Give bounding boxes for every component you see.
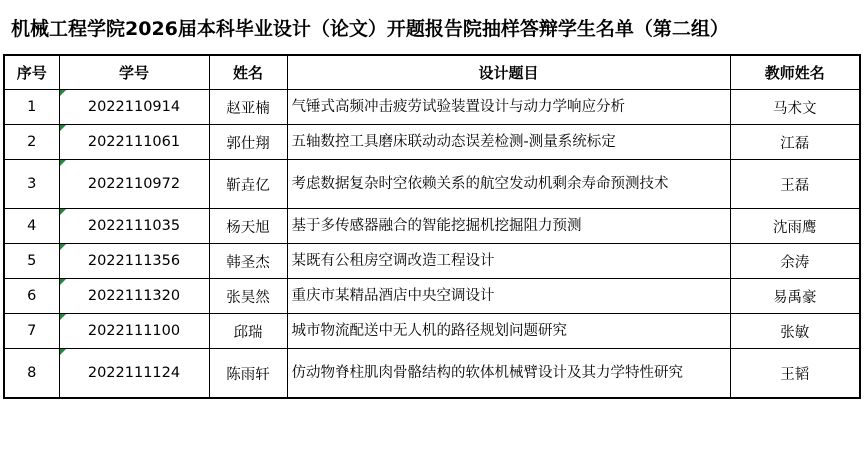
column-header-student-id[interactable]: 学号 [59,55,209,90]
cell-name[interactable]: 韩圣杰 [209,244,287,279]
cell-advisor[interactable]: 王磊 [730,160,860,209]
cell-student-id[interactable] [59,279,209,314]
table-row [4,90,860,125]
error-flag-icon [60,314,66,320]
column-header-advisor[interactable]: 教师姓名 [730,55,860,90]
table-row [4,125,860,160]
cell-student-id[interactable] [59,244,209,279]
cell-name[interactable]: 杨天旭 [209,209,287,244]
cell-name[interactable]: 邱瑞 [209,314,287,349]
cell-student-id[interactable] [59,125,209,160]
cell-name[interactable]: 靳垚亿 [209,160,287,209]
table-row [4,279,860,314]
page-title: 机械工程学院2026届本科毕业设计（论文）开题报告院抽样答辩学生名单（第二组） [11,18,729,40]
student-id-text: 2022110914 [87,99,181,115]
cell-topic[interactable]: 仿动物脊柱肌肉骨骼结构的软体机械臂设计及其力学特性研究 [287,349,730,399]
cell-student-id[interactable] [59,349,209,399]
cell-topic[interactable]: 考虑数据复杂时空依赖关系的航空发动机剩余寿命预测技术 [287,160,730,209]
cell-topic[interactable]: 气锤式高频冲击疲劳试验装置设计与动力学响应分析 [287,90,730,125]
student-id-text: 2022111035 [87,218,181,234]
cell-topic[interactable]: 城市物流配送中无人机的路径规划问题研究 [287,314,730,349]
cell-name[interactable]: 赵亚楠 [209,90,287,125]
cell-advisor[interactable]: 易禹豪 [730,279,860,314]
student-list-table [3,54,861,399]
cell-name[interactable]: 陈雨轩 [209,349,287,399]
cell-topic[interactable]: 某既有公租房空调改造工程设计 [287,244,730,279]
cell-student-id[interactable] [59,314,209,349]
cell-index[interactable]: 3 [4,160,59,209]
table-row [4,209,860,244]
table-row [4,349,860,399]
cell-advisor[interactable]: 江磊 [730,125,860,160]
cell-name[interactable]: 郭仕翔 [209,125,287,160]
cell-advisor[interactable]: 余涛 [730,244,860,279]
column-header-index[interactable]: 序号 [4,55,59,90]
cell-topic[interactable]: 基于多传感器融合的智能挖掘机挖掘阻力预测 [287,209,730,244]
error-flag-icon [60,209,66,215]
cell-student-id[interactable] [59,90,209,125]
table-row [4,244,860,279]
student-id-text: 2022111356 [87,253,181,269]
student-id-text: 2022111124 [87,365,181,381]
table-header-row [4,55,860,90]
cell-name[interactable]: 张昊然 [209,279,287,314]
cell-topic[interactable]: 五轴数控工具磨床联动动态误差检测-测量系统标定 [287,125,730,160]
column-header-topic[interactable]: 设计题目 [287,55,730,90]
error-flag-icon [60,244,66,250]
student-id-text: 2022111100 [87,323,181,339]
spreadsheet-sheet [3,4,859,399]
error-flag-icon [60,160,66,166]
cell-student-id[interactable] [59,160,209,209]
cell-index[interactable]: 6 [4,279,59,314]
column-header-name[interactable]: 姓名 [209,55,287,90]
error-flag-icon [60,279,66,285]
cell-index[interactable]: 7 [4,314,59,349]
table-row [4,160,860,209]
error-flag-icon [60,90,66,96]
cell-advisor[interactable]: 张敏 [730,314,860,349]
cell-advisor[interactable]: 沈雨鹰 [730,209,860,244]
student-id-text: 2022111061 [87,134,181,150]
cell-topic[interactable]: 重庆市某精品酒店中央空调设计 [287,279,730,314]
cell-index[interactable]: 8 [4,349,59,399]
error-flag-icon [60,125,66,131]
table-row [4,314,860,349]
cell-index[interactable]: 1 [4,90,59,125]
error-flag-icon [60,349,66,355]
cell-index[interactable]: 5 [4,244,59,279]
cell-advisor[interactable]: 马术文 [730,90,860,125]
student-id-text: 2022110972 [87,176,181,192]
cell-student-id[interactable] [59,209,209,244]
cell-advisor[interactable]: 王韬 [730,349,860,399]
cell-index[interactable]: 4 [4,209,59,244]
cell-index[interactable]: 2 [4,125,59,160]
student-id-text: 2022111320 [87,288,181,304]
